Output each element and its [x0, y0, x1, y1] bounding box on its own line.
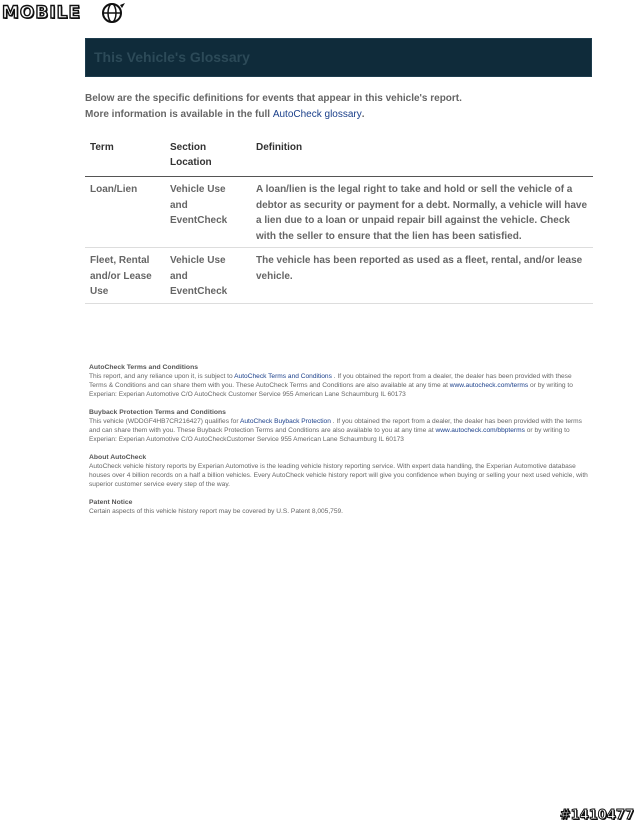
buyback-text-2: . If you obtained the report from a dealer, the dealer has been provided with the terms and can share them with you. These Buyback Protection Terms and Conditions are also available to you at any time at — [89, 418, 582, 434]
buyback-text-1: This vehicle (WDDGF4HB7CR216427) qualifies for — [89, 418, 240, 425]
logo-text: MOBILE — [2, 3, 82, 23]
banner-title: This Vehicle's Glossary — [94, 49, 250, 65]
terms-text — [89, 372, 589, 399]
header-definition: Definition — [251, 135, 593, 177]
header-term: Term — [85, 135, 165, 177]
terms-url-link[interactable]: www.autocheck.com/terms — [449, 382, 529, 389]
about-heading: About AutoCheck — [89, 454, 147, 461]
terms-conditions-link[interactable]: AutoCheck Terms and Conditions — [234, 373, 332, 380]
row-term: Loan/Lien — [85, 177, 165, 248]
intro-line-2-suffix: . — [361, 109, 365, 120]
logo-globe-icon — [98, 2, 126, 24]
intro-line-2-prefix: More information is available in the full — [85, 109, 273, 120]
row-term: Fleet, Rental and/or Lease Use — [85, 248, 165, 304]
header-section: Section Location — [165, 135, 251, 177]
bbpterms-url-link[interactable]: www.autocheck.com/bbpterms — [435, 427, 525, 434]
table-header-row — [85, 135, 593, 177]
buyback-text-3: or by writing to Experian: Experian Automotive C/O AutoCheckCustomer Service 955 American Lane Schaumburg IL 60173 — [89, 427, 570, 443]
mobile01-logo — [2, 2, 126, 24]
patent-heading: Patent Notice — [89, 499, 133, 506]
row-definition: A loan/lien is the legal right to take and hold or sell the vehicle of a debtor as security or payment for a debt. Normally, a vehicle will have a lien due to a loan or unpaid repair bill against the vehicle. Check with the seller to ensure that the lien has been satisfied. — [251, 177, 593, 248]
autocheck-glossary-link[interactable]: AutoCheck glossary — [272, 109, 362, 120]
terms-heading: AutoCheck Terms and Conditions — [89, 364, 199, 371]
watermark-id: #1410477 — [559, 808, 634, 823]
buyback-heading: Buyback Protection Terms and Conditions — [89, 409, 226, 416]
terms-text-3: or by writing to Experian: Experian Automotive C/O AutoCheck Customer Service 955 American Lane Schaumburg IL 60173 — [89, 382, 573, 398]
glossary-table — [85, 135, 593, 304]
about-text: AutoCheck vehicle history reports by Experian Automotive is the leading vehicle history reporting service. With expert data handling, the Experian Automotive database houses over 4 billion records on a half a billion vehicles. Every AutoCheck vehicle history report will give you confidence when buying or selling your next used vehicle, with superior customer service every step of the way. — [89, 463, 588, 488]
intro-line-1: Below are the specific definitions for events that appear in this vehicle's report. — [85, 93, 462, 104]
table-row — [85, 177, 593, 248]
intro-line-2 — [85, 107, 462, 123]
row-section: Vehicle Use and EventCheck — [165, 248, 251, 304]
table-row — [85, 248, 593, 304]
buyback-protection-link[interactable]: AutoCheck Buyback Protection — [239, 418, 331, 425]
row-section: Vehicle Use and EventCheck — [165, 177, 251, 248]
buyback-text — [89, 417, 589, 444]
footer-legal — [89, 363, 589, 525]
intro-text — [85, 91, 462, 123]
terms-text-1: This report, and any reliance upon it, is subject to — [89, 373, 235, 380]
glossary-banner — [85, 38, 592, 77]
row-definition: The vehicle has been reported as used as a fleet, rental, and/or lease vehicle. — [251, 248, 593, 304]
patent-text: Certain aspects of this vehicle history report may be covered by U.S. Patent 8,005,759. — [89, 508, 343, 515]
terms-text-2: . If you obtained the report from a dealer, the dealer has been provided with these Terms & Conditions and can share them with you. These AutoCheck Terms and Conditions are also available at any time at — [89, 373, 572, 389]
